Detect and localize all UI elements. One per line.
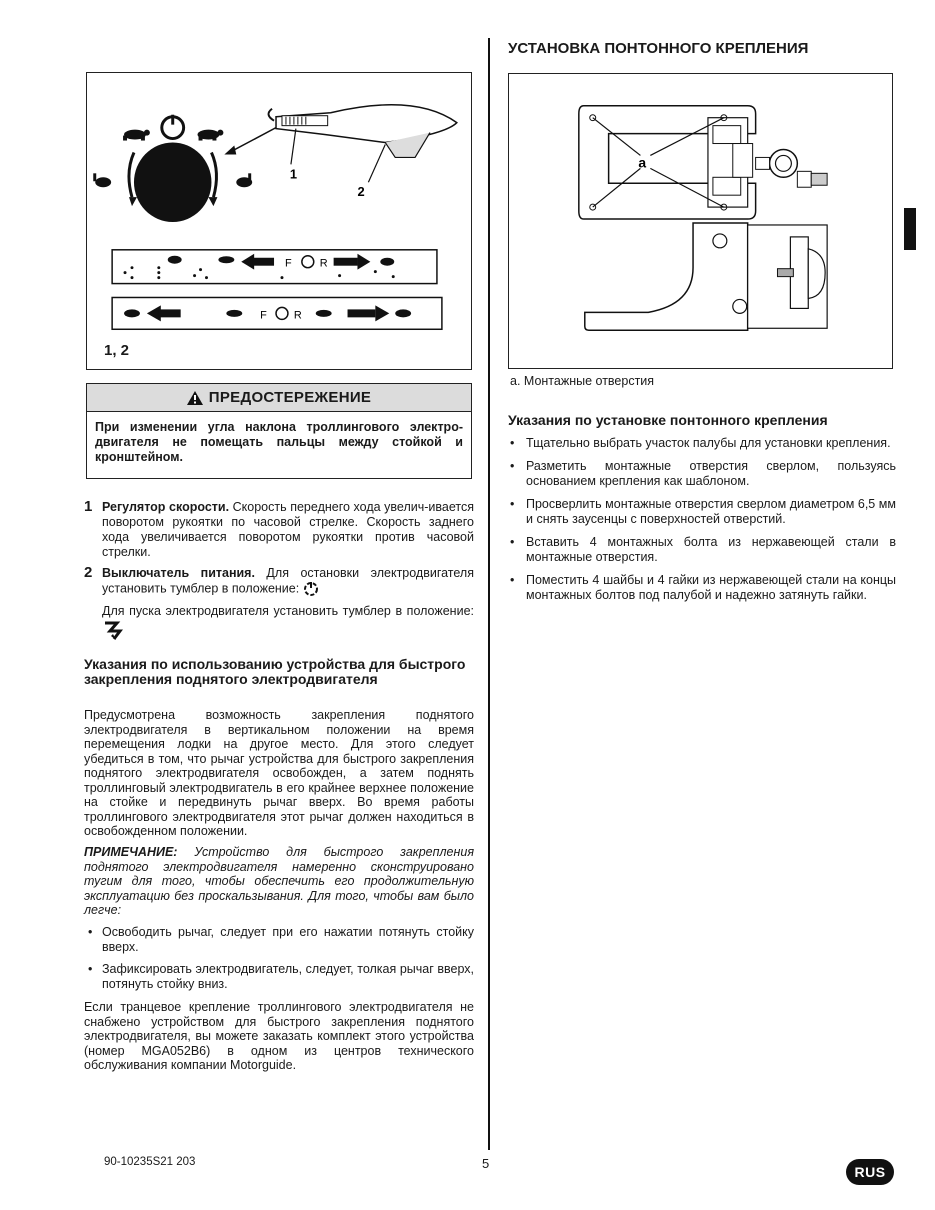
list-item: • Зафиксировать электродвигатель, следует, толкая рычаг вверх, потянуть стойку вниз.: [84, 962, 474, 991]
quick-lock-heading: Указания по использованию устройства для быстрого закрепления поднятого электродвигателя: [84, 656, 466, 687]
quick-lock-note: [84, 845, 474, 918]
pontoon-mount-figure: [508, 73, 893, 369]
item-number: 1: [84, 498, 93, 515]
speed-knob: [134, 143, 211, 222]
warning-header: [87, 384, 471, 412]
document-code: 90-10235S21 203: [104, 1156, 196, 1168]
language-badge: RUS: [846, 1159, 894, 1185]
list-item: • Тщательно выбрать участок палубы для установки крепления.: [508, 436, 896, 451]
panel1-f: F: [284, 257, 292, 270]
item-text-2: Для пуска электродвигателя установить тумблер в положение:: [102, 604, 474, 618]
list-item: • Поместить 4 шайбы и 4 гайки из нержавеющей стали на концы монтажных болтов под палубой и надежно затянуть гайки.: [508, 573, 896, 603]
warning-box: [86, 383, 472, 479]
item-power-switch: [84, 566, 474, 641]
panel2-f: F: [260, 309, 267, 322]
pontoon-mount-heading: УСТАНОВКА ПОНТОННОГО КРЕПЛЕНИЯ: [508, 40, 809, 57]
callout-1: 1: [289, 166, 298, 182]
list-item: • Вставить 4 монтажных болта из нержавеющей стали в монтажные отверстия.: [508, 535, 896, 565]
note-label: ПРИМЕЧАНИЕ:: [84, 845, 178, 859]
item-text: Скорость переднего хода увелич-ивается поворотом рукоятки по часовой стрелке. Скорость заднего хода увеличивается поворотом рукоятки против часовой стрелки.: [102, 500, 474, 559]
quick-lock-bullets: [84, 925, 474, 999]
pontoon-mount-illustration: [509, 74, 892, 368]
left-figure-caption: 1, 2: [104, 342, 130, 359]
item-number: 2: [84, 564, 93, 581]
warning-text: При изменении угла наклона троллингового электро-двигателя не помещать пальцы между стойкой и кронштейном.: [95, 420, 463, 464]
quick-lock-final-paragraph: Если транцевое крепление троллингового электродвигателя не снабжено устройством для быстрого закрепления поднятого электродвигателя, вы можете заказать комплект этого устройства (номер MGA052B6) в одном из центров технического обслуживания компании Motorguide.: [84, 1000, 474, 1072]
pontoon-figure-caption: a. Монтажные отверстия: [510, 374, 655, 388]
pontoon-install-steps: [508, 436, 896, 611]
pontoon-install-subheading: Указания по установке понтонного крепления: [508, 412, 828, 428]
slow-turtle-icon-2: [198, 130, 224, 141]
item-speed-control: [84, 500, 474, 560]
item-text: Для остановки электродвигателя установить тумблер в положение:: [102, 566, 474, 596]
page-number: 5: [482, 1156, 490, 1171]
item-title: Регулятор скорости.: [102, 500, 230, 514]
power-on-icon: [102, 619, 124, 641]
callout-a: a: [638, 154, 647, 171]
speed-control-illustration: [87, 73, 471, 369]
list-item: • Освободить рычаг, следует при его нажатии потянуть стойку вверх.: [84, 925, 474, 954]
slow-turtle-icon: [123, 130, 150, 141]
speed-panel-variable: [112, 297, 442, 329]
quick-lock-paragraph: Предусмотрена возможность закрепления поднятого электродвигателя в вертикальном положении на время перемещения лодки на другое место. Для этого следует убедиться в том, что рычаг устройства для быстрого закрепления поднятого электродвигателя освобожден, а затем поднять троллинговый электродвигатель в его крайнее верхнее положение на стойке и передвинуть рычаг вверх. Во время работы троллингового электродвигателя этот рычаг должен находиться в освобожденном положении.: [84, 708, 474, 838]
power-off-icon: [303, 581, 319, 597]
panel1-r: R: [319, 257, 328, 270]
panel2-r: R: [293, 309, 302, 322]
speed-control-figure: [86, 72, 472, 370]
section-tab-marker: [904, 208, 916, 250]
warning-triangle-icon: [187, 391, 203, 405]
warning-title: ПРЕДОСТЕРЕЖЕНИЕ: [208, 389, 372, 406]
callout-2: 2: [357, 184, 365, 200]
speed-panel-forward-reverse: [112, 250, 437, 284]
list-item: • Разметить монтажные отверстия сверлом, пользуясь основанием крепления как шаблоном.: [508, 459, 896, 489]
note-text: Устройство для быстрого закрепления поднятого электродвигателя намеренно сконструировано тугим для того, чтобы обеспечить его продолжительную эксплуатацию без проскальзывания. Для того, чтобы вам было легче:: [84, 845, 474, 917]
column-divider: [488, 38, 490, 1150]
list-item: • Просверлить монтажные отверстия сверлом диаметром 6,5 мм и снять заусенцы с поверхностей отверстий.: [508, 497, 896, 527]
item-title: Выключатель питания.: [102, 566, 255, 580]
